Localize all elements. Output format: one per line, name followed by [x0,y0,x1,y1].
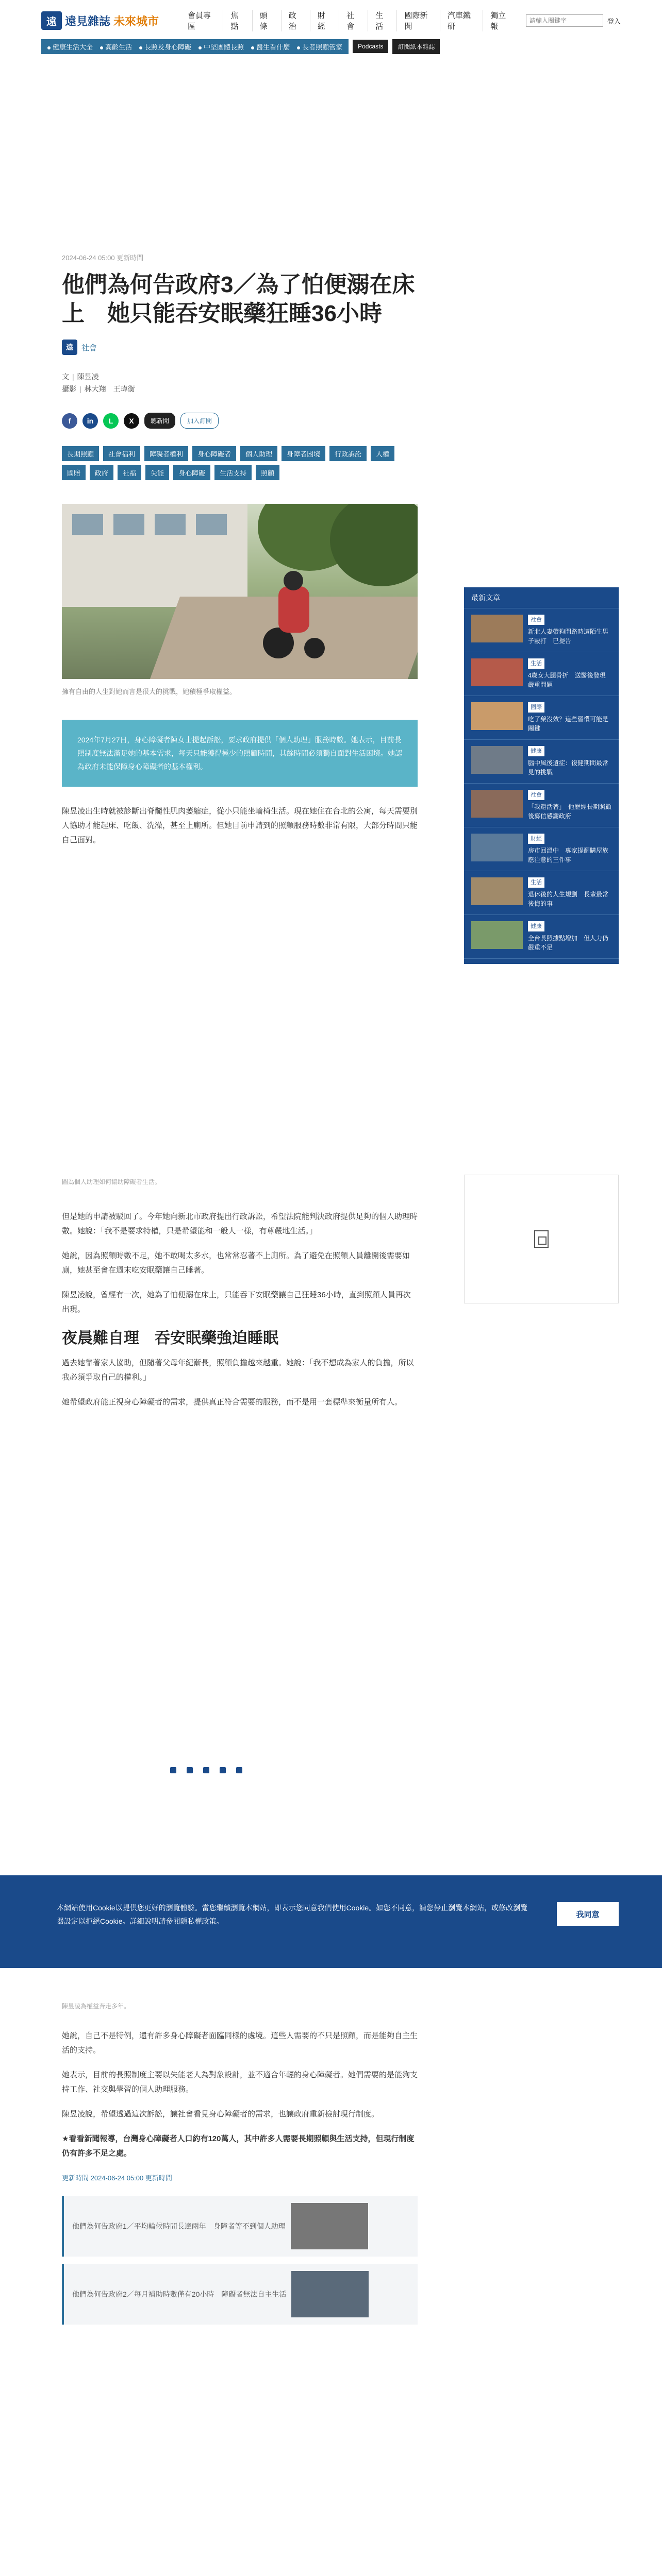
sidebar-thumb [471,658,523,686]
sidebar-badge: 健康 [528,921,544,931]
hero-photo [62,504,418,679]
related-article[interactable] [62,2264,418,2325]
share-row [62,413,418,429]
logo-text-1: 遠見雜誌 [65,14,111,28]
tag[interactable]: 障礙者權利 [144,446,188,461]
paragraph: 但是她的申請被駁回了。今年她向新北市政府提出行政訴訟，希望法院能判決政府提供足夠的個人助理時數。她說：「我不是要求特權，只是希望能和一般人一樣，有尊嚴地生活。」 [62,1212,418,1235]
sub-item-2[interactable]: 高齡生活 [100,42,132,52]
article-body-lower [62,1999,418,2332]
paragraph: 過去她靠著家人協助，但隨著父母年紀漸長，照顧負擔越來越重。她說：「我不想成為家人的負擔，所以我必須爭取自己的權利。」 [62,1359,414,1382]
category[interactable] [62,340,418,355]
sidebar-badge: 生活 [528,877,544,888]
sidebar-thumb [471,877,523,905]
dot-icon [297,46,300,49]
sub-item-5[interactable]: 醫生看什麼 [251,42,290,52]
tag[interactable]: 身心障礙者 [192,446,236,461]
carousel-dots [170,1767,242,1773]
byline-label-photo: 攝影 [62,385,76,393]
image-placeholder-icon [534,1230,549,1248]
inline-caption: 陳昱凌為權益奔走多年。 [62,2003,130,2010]
highlight-note: ★看看新聞報導，台灣身心障礙者人口約有120萬人，其中許多人需要長期照顧與生活支持，但現行制度仍有許多不足之處。 [62,2134,415,2158]
tag[interactable]: 長期照顧 [62,446,99,461]
sub-strip [41,39,349,54]
cookie-text: 本網站使用Cookie以提供您更好的瀏覽體驗。當您繼續瀏覽本網站，即表示您同意我們使用Cookie。如您不同意，請您停止瀏覽本網站，或修改瀏覽器設定以拒絕Cookie。詳細說明請參閱隱私權政策。 [57,1904,528,1925]
sidebar-item[interactable] [464,784,619,827]
subscribe-button[interactable]: 加入訂閱 [180,413,219,429]
sidebar-badge: 健康 [528,746,544,756]
sidebar-item-text: 退休後的人生規劃 長輩最常後悔的事 [528,891,609,907]
sidebar-item-text: 腦中風後遺症：復健期間最常見的挑戰 [528,759,609,776]
dot-icon [100,46,103,49]
category-label: 社會 [81,343,97,352]
sidebar-thumb [471,790,523,818]
tag[interactable]: 行政訴訟 [329,446,367,461]
sidebar-item[interactable] [464,740,619,784]
login-link[interactable]: 登入 [607,17,621,25]
line-icon[interactable]: L [103,413,119,429]
sidebar-item-text: 4歲女大腿骨折 送醫後發現嚴重問題 [528,672,606,688]
summary-text: 2024年7月27日，身心障礙者陳女士提起訴訟，要求政府提供「個人助理」服務時數。她表示，目前長照制度無法滿足她的基本需求，每天只能獲得極少的照顧時間，其餘時間必須獨自面對生活困境。她認為政府未能保障身心障礙者的基本權利。 [77,736,402,771]
tag[interactable]: 人權 [371,446,394,461]
paragraph: 陳昱凌說，希望透過這次訴訟，讓社會看見身心障礙者的需求，也讓政府重新檢討現行制度。 [62,2110,379,2119]
tag[interactable]: 政府 [90,465,113,480]
related-article[interactable] [62,2196,418,2257]
search-input[interactable] [526,14,603,27]
logo-icon: 遠 [41,11,62,30]
byline: 文 | 陳昱凌 攝影 | 林大翔 王瑋衡 [62,372,135,393]
nav-item-finance[interactable]: 財經 [310,10,339,31]
sidebar-thumb [471,702,523,730]
sub-bar [41,35,621,58]
article-title: 他們為何告政府3／為了怕便溺在床上 她只能吞安眠藥狂睡36小時 [62,272,415,326]
carousel-dot[interactable] [220,1767,226,1773]
sidebar-badge: 生活 [528,658,544,669]
sidebar-title: 最新文章 [464,587,619,608]
header-tools [526,14,621,27]
tag[interactable]: 身障者困境 [282,446,325,461]
paragraph: 她表示，目前的長照制度主要以失能老人為對象設計，並不適合年輕的身心障礙者。她們需要的是能夠支持工作、社交與學習的個人助理服務。 [62,2071,418,2094]
sidebar-item-text: 新北人妻帶狗問路時遭陌生男子毆打 已提告 [528,628,609,645]
tag[interactable]: 身心障礙 [173,465,210,480]
ad-placeholder [62,737,418,1108]
paragraph: 陳昱凌出生時就被診斷出脊髓性肌肉萎縮症，從小只能坐輪椅生活。現在她住在台北的公寓，每天需要別人協助才能起床、吃飯、洗澡，甚至上廁所。但她目前申請到的照顧服務時數非常有限，大部分時間只能自己面對。 [62,807,418,844]
sidebar-item[interactable] [464,915,619,959]
sidebar-thumb [471,615,523,642]
main-nav [160,10,519,31]
sidebar-item[interactable] [464,827,619,871]
sidebar-latest [464,587,619,964]
byline-label-text: 文 [62,372,69,381]
nav-item-members[interactable]: 會員專區 [188,11,211,31]
tag[interactable]: 失能 [145,465,169,480]
cookie-banner [0,1875,662,1968]
sidebar-item[interactable] [464,652,619,696]
sidebar-item[interactable] [464,696,619,740]
wheelchair [263,571,330,658]
sidebar-item-text: 全台長照據點增加 但人力仍嚴重不足 [528,935,609,951]
cookie-agree-button[interactable]: 我同意 [557,1902,619,1926]
tag[interactable]: 社福 [118,465,141,480]
subscribe-magazine-button[interactable]: 訂閱紙本雜誌 [392,39,440,54]
publish-date: 2024-06-24 05:00 更新時間 [62,254,144,262]
category-icon: 遠 [62,340,77,355]
sidebar-badge: 國際 [528,702,544,713]
sidebar-thumb [471,834,523,861]
related-title: 他們為何告政府1／平均輪候時間長達兩年 身障者等不到個人助理 [72,2222,286,2230]
dot-icon [139,46,142,49]
listen-button[interactable]: 聽新聞 [144,413,175,429]
facebook-icon[interactable]: f [62,413,77,429]
tag[interactable]: 照顧 [256,465,279,480]
sidebar-badge: 社會 [528,615,544,625]
nav-item-headlines[interactable]: 頭條 [252,10,281,31]
podcast-button[interactable]: Podcasts [353,40,388,53]
paragraph: 她說，因為照顧時數不足，她不敢喝太多水，也常常忍著不上廁所。為了避免在照顧人員離開後需要如廁，她甚至會在週末吃安眠藥讓自己睡著。 [62,1251,410,1275]
byline-photographers[interactable]: 林大翔 王瑋衡 [84,385,135,393]
nav-item-politics[interactable]: 政治 [281,10,310,31]
related-title: 他們為何告政府2／每月補助時數僅有20小時 障礙者無法自主生活 [72,2290,287,2298]
tag[interactable]: 個人助理 [240,446,277,461]
paragraph: 陳昱凌說，曾經有一次，她為了怕便溺在床上，只能吞下安眠藥讓自己狂睡36小時，直到照顧人員再次出現。 [62,1291,411,1314]
x-icon[interactable]: X [124,413,139,429]
updated-time: 更新時間 2024-06-24 05:00 更新時間 [62,2174,172,2182]
carousel-dot[interactable] [236,1767,242,1773]
nav-item-focus[interactable]: 焦點 [223,10,252,31]
top-header [41,9,621,32]
hero-caption: 擁有自由的人生對她而言是很大的挑戰，她積極爭取權益。 [62,688,237,696]
article-body-middle [62,1154,418,1420]
sub-item-6[interactable]: 長者照顧管家 [297,42,342,52]
tag[interactable]: 社會福利 [103,446,140,461]
tag[interactable]: 生活支持 [214,465,252,480]
nav-item-auto[interactable]: 汽車鐵研 [440,10,483,31]
linkedin-icon[interactable]: in [82,413,98,429]
sub-item-4[interactable]: 中堅團體長照 [198,42,244,52]
sidebar-thumb [471,746,523,774]
sidebar-item[interactable] [464,871,619,915]
dot-icon [251,46,254,49]
carousel-dot[interactable] [187,1767,193,1773]
sidebar-item[interactable] [464,608,619,652]
dot-icon [47,46,51,49]
byline-author[interactable]: 陳昱凌 [77,372,99,381]
related-thumb [291,2203,368,2249]
carousel-dot[interactable] [170,1767,176,1773]
sidebar-item-text: 房市回溫中 專家提醒購屋族應注意的三件事 [528,847,609,863]
nav-item-life[interactable]: 生活 [368,10,396,31]
sidebar-thumb [471,921,523,949]
tag-list [62,446,418,480]
carousel-dot[interactable] [203,1767,209,1773]
image-placeholder [464,1175,619,1303]
sidebar-badge: 社會 [528,790,544,800]
site-logo[interactable] [41,11,160,30]
sidebar-item-text: 「我還活著」 他歷經長期照顧後寫信感謝政府 [528,803,612,820]
tag[interactable]: 國賠 [62,465,86,480]
nav-item-international[interactable]: 國際新聞 [396,10,439,31]
sub-item-1[interactable]: 健康生活大全 [47,42,93,52]
dot-icon [198,46,202,49]
nav-item-independent[interactable]: 獨立報 [483,10,519,31]
paragraph: 她說，自己不是特例，還有許多身心障礙者面臨同樣的處境。這些人需要的不只是照顧，而是能夠自主生活的支持。 [62,2031,418,2055]
sidebar-badge: 財經 [528,834,544,844]
section-heading: 夜晨難自理 吞安眠藥強迫睡眠 [62,1330,278,1347]
sub-item-3[interactable]: 長照及身心障礙 [139,42,191,52]
sidebar-item-text: 吃了藥沒效？這些習慣可能是關鍵 [528,716,609,732]
logo-text-2: 未來城市 [113,14,159,28]
paragraph: 她希望政府能正視身心障礙者的需求，提供真正符合需要的服務，而不是用一套標準來衡量所有人。 [62,1398,403,1406]
nav-item-society[interactable]: 社會 [339,10,368,31]
related-thumb [291,2271,369,2317]
inline-caption: 圖為個人助理如何協助障礙者生活。 [62,1178,161,1185]
